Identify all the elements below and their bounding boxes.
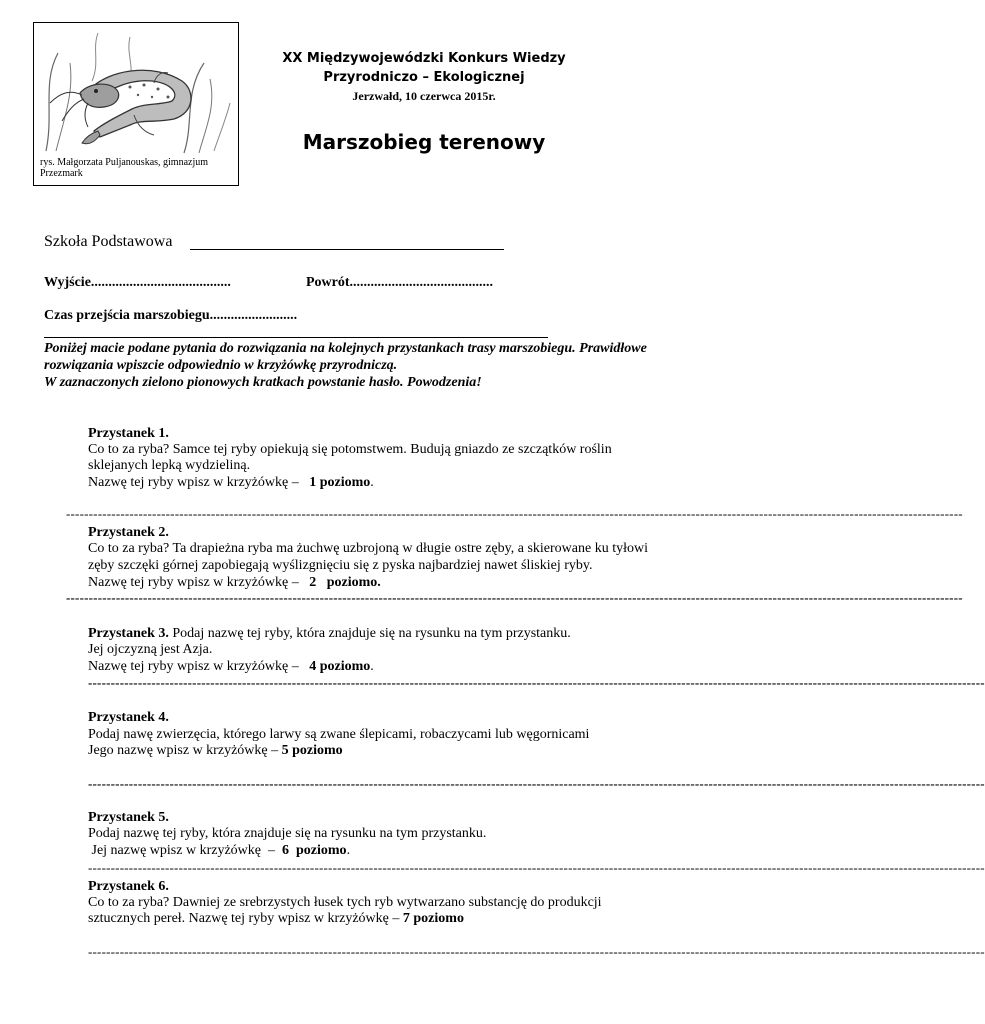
instructions-line3: W zaznaczonych zielono pionowych kratkach powstanie hasło. Powodzenia! xyxy=(44,375,482,390)
separator-4: ------------------------------------------------------------------------------------------------------------------------------------------------------------------------------------------------------ xyxy=(88,776,985,791)
separator-1: ------------------------------------------------------------------------------------------------------------------------------------------------------------------------------------------------------ xyxy=(66,506,963,521)
place-date: Jerzwałd, 10 czerwca 2015r. xyxy=(352,89,496,103)
illustration-credit: rys. Małgorzata Puljanouskas, gimnazjum Przezmark xyxy=(40,157,209,179)
stop-3-heading xyxy=(88,625,571,642)
stop-1-line2: sklejanych lepką wydzieliną. xyxy=(88,458,251,473)
stop-1-line1: Co to za ryba? Samce tej ryby opiekują się potomstwem. Budują gniazdo ze szczątków roślin xyxy=(88,442,612,457)
return-label: Powrót xyxy=(306,275,350,290)
stop-2-title: Przystanek 2. xyxy=(88,525,169,540)
stop-2-line1: Co to za ryba? Ta drapieżna ryba ma żuchwę uzbrojoną w długie ostre zęby, a skierowane ku tyłowi xyxy=(88,541,648,556)
exit-field[interactable] xyxy=(44,274,231,291)
stop-2-answer-bold: 2 poziomo. xyxy=(309,575,381,590)
time-dots: ......................... xyxy=(209,308,298,323)
return-dots: ......................................... xyxy=(349,275,494,290)
separator-2: ------------------------------------------------------------------------------------------------------------------------------------------------------------------------------------------------------ xyxy=(66,590,963,605)
separator-3: ------------------------------------------------------------------------------------------------------------------------------------------------------------------------------------------------------ xyxy=(88,675,985,690)
time-underline xyxy=(44,337,548,338)
stop-6-answer: sztucznych pereł. Nazwę tej ryby wpisz w krzyżówkę – 7 poziomo xyxy=(88,911,464,926)
stop-6-answer-bold: 7 poziomo xyxy=(402,911,464,926)
page-title: Marszobieg terenowy xyxy=(302,130,546,154)
stop-3-answer-bold: 4 poziomo xyxy=(309,659,371,674)
school-label: Szkoła Podstawowa xyxy=(44,233,173,250)
exit-dots: ........................................ xyxy=(90,275,231,290)
time-field[interactable] xyxy=(44,307,297,324)
stop-3-answer: Nazwę tej ryby wpisz w krzyżówkę – 4 poziomo. xyxy=(88,659,374,674)
exit-label: Wyjście xyxy=(44,275,91,290)
instructions-line1: Poniżej macie podane pytania do rozwiązania na kolejnych przystankach trasy marszobiegu. Prawidłowe xyxy=(44,341,647,356)
stop-4-answer-bold: 5 poziomo xyxy=(281,743,343,758)
stop-2-answer: Nazwę tej ryby wpisz w krzyżówkę – 2 poziomo. xyxy=(88,575,381,590)
separator-6: ------------------------------------------------------------------------------------------------------------------------------------------------------------------------------------------------------ xyxy=(88,944,985,959)
separator-5: ------------------------------------------------------------------------------------------------------------------------------------------------------------------------------------------------------ xyxy=(88,860,985,875)
stop-5-answer: Jej nazwę wpisz w krzyżówkę – 6 poziomo. xyxy=(88,843,351,858)
stop-1-title: Przystanek 1. xyxy=(88,426,169,441)
contest-name-line2: Przyrodniczo – Ekologicznej xyxy=(323,70,525,85)
return-field[interactable] xyxy=(306,274,493,291)
stop-5-title: Przystanek 5. xyxy=(88,810,169,825)
stop-6-line1: Co to za ryba? Dawniej ze srebrzystych łusek tych ryb wytwarzano substancję do produkcji xyxy=(88,895,602,910)
stop-1-answer-bold: 1 poziomo xyxy=(309,475,371,490)
stop-1-answer: Nazwę tej ryby wpisz w krzyżówkę – 1 poziomo. xyxy=(88,475,374,490)
stop-4-title: Przystanek 4. xyxy=(88,710,169,725)
time-label: Czas przejścia marszobiegu xyxy=(44,308,210,323)
stop-3-line1: Jej ojczyzną jest Azja. xyxy=(88,642,213,657)
stop-2-line2: zęby szczęki górnej zapobiegają wyślizgnięciu się z pyska najbardziej nawet śliskiej ryby. xyxy=(88,558,593,573)
stop-3-title: Przystanek 3. xyxy=(88,626,169,641)
instructions-line2: rozwiązania wpiszcie odpowiednio w krzyżówkę przyrodniczą. xyxy=(44,358,398,373)
stop-6-title: Przystanek 6. xyxy=(88,879,169,894)
school-input-line[interactable] xyxy=(190,249,504,250)
stop-4-answer: Jego nazwę wpisz w krzyżówkę – 5 poziomo xyxy=(88,743,343,758)
stop-5-answer-bold: 6 poziomo xyxy=(282,843,347,858)
stop-5-line1: Podaj nazwę tej ryby, która znajduje się na rysunku na tym przystanku. xyxy=(88,826,487,841)
illustration-frame xyxy=(33,22,239,186)
stop-4-line1: Podaj nawę zwierzęcia, którego larwy są zwane ślepicami, robaczycami lub węgornicami xyxy=(88,727,590,742)
contest-name-line1: XX Międzywojewódzki Konkurs Wiedzy xyxy=(282,51,566,66)
stop-3-question: Podaj nazwę tej ryby, która znajduje się na rysunku na tym przystanku. xyxy=(168,626,571,641)
